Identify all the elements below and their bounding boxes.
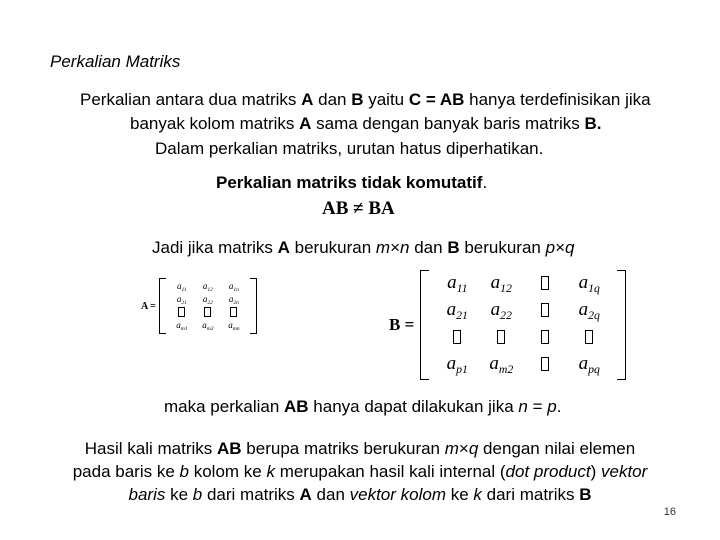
matrix-a-cell-letter: a (228, 293, 234, 304)
paragraph-sizes (152, 236, 574, 260)
matrix-b-cell (579, 353, 600, 377)
matrix-a-cell (229, 281, 239, 293)
matrix-a-cell-letter: a (176, 319, 181, 330)
para6_line3-run: ke (446, 485, 474, 504)
placeholder-box-icon (497, 330, 505, 344)
para3-run: Perkalian matriks tidak komutatif (216, 173, 483, 192)
para6_line3-run: k (473, 485, 482, 504)
matrix-b-cell-index: 2q (588, 309, 600, 323)
paragraph-non-commutative (216, 171, 487, 195)
matrix-a-cell-letter: a (177, 280, 182, 291)
para6_line1-run: berupa matriks berukuran (241, 439, 445, 458)
para1_line1-run: A (301, 90, 314, 109)
matrix-b-cell-index: 11 (456, 282, 468, 296)
matrix-a-cell (203, 281, 213, 293)
matrix-b-cell-letter: a (489, 353, 499, 375)
para6_line2-run: vektor (600, 462, 648, 481)
para1_line2-run: A (299, 114, 312, 133)
placeholder-box-icon (541, 303, 549, 317)
para6_line1-run: m (444, 439, 459, 458)
matrix-b-cell (491, 272, 512, 296)
para1_line1-run: dan (313, 90, 352, 109)
para6_line3-run: dari matriks (202, 485, 300, 504)
paragraph-definition-line1 (80, 88, 651, 112)
matrix-b (389, 270, 626, 380)
paragraph-result-line1 (0, 437, 720, 461)
para5-run: n (518, 397, 528, 416)
matrix-b-cell-index: 21 (456, 309, 468, 323)
matrix-a-cell-letter: a (202, 293, 208, 304)
para5-run: hanya dapat dilakukan jika (308, 397, 519, 416)
para1_line2-run: banyak kolom matriks (130, 114, 300, 133)
paragraph-definition-line2 (130, 112, 602, 136)
matrix-a-cell-index: 21 (181, 299, 187, 306)
matrix-a-cell (229, 294, 239, 306)
para5-run: p (547, 397, 557, 416)
para4-run: B (447, 238, 460, 257)
matrix-a-grid (169, 280, 247, 332)
matrix-b-grid (435, 271, 611, 379)
matrix-a-cell (203, 294, 213, 306)
para6_line1-run: q (468, 439, 479, 458)
para4-run: dan (409, 238, 448, 257)
para3-run: . (482, 173, 488, 192)
matrix-a-cell-index: 12 (207, 286, 213, 293)
para1_line1-run: C = AB (408, 90, 465, 109)
para5-run: = (527, 397, 548, 416)
matrix-a-cell-letter: a (202, 280, 208, 291)
inequality-formula: AB ≠ BA (322, 198, 395, 219)
para6_line2-run: merupakan hasil kali internal ( (274, 462, 506, 481)
matrix-b-cell (453, 328, 461, 350)
matrix-b-cell (447, 299, 468, 323)
matrix-a-cell (177, 281, 187, 293)
para5-run: maka perkalian (164, 397, 285, 416)
matrix-a-cell (178, 307, 185, 319)
matrix-a-cell-letter: a (228, 319, 233, 330)
matrix-a-cell-index: m1 (180, 325, 188, 332)
matrix-a-cell-index: 1n (233, 286, 239, 293)
matrix-a-cell-index: 11 (181, 286, 187, 293)
para6_line3-run: B (579, 485, 592, 504)
para4-run: berukuran (289, 238, 376, 257)
paragraph-order-note (155, 137, 543, 161)
placeholder-box-icon (541, 276, 549, 290)
matrix-b-cell (541, 301, 549, 323)
para6_line2-run: dot product (505, 462, 591, 481)
matrix-b-cell (447, 353, 468, 377)
para1_line2-run: sama dengan banyak baris matriks (311, 114, 585, 133)
matrix-b-cell (541, 355, 549, 377)
matrix-a-right-bracket (250, 278, 257, 334)
para4-run: q (565, 238, 575, 257)
matrix-b-cell (579, 299, 600, 323)
matrix-a-cell (230, 307, 237, 319)
matrix-b-cell-letter: a (578, 353, 589, 375)
matrix-a-left-bracket (159, 278, 166, 334)
matrix-a (141, 278, 257, 334)
matrix-b-cell-letter: a (446, 299, 457, 321)
para4-run: m (375, 238, 391, 257)
para6_line3-run: dari matriks (481, 485, 580, 504)
para6_line3-run: baris (128, 485, 166, 504)
matrix-b-cell-index: 12 (500, 282, 512, 296)
matrix-b-cell-index: pq (588, 363, 600, 377)
para6_line2-run: b (179, 462, 189, 481)
matrix-b-cell (579, 272, 600, 296)
para4-run: berukuran (459, 238, 546, 257)
matrix-a-cell-index: 22 (207, 299, 213, 306)
placeholder-box-icon (453, 330, 461, 344)
matrix-b-cell-letter: a (578, 299, 589, 321)
paragraph-result-line2 (0, 460, 720, 484)
matrix-a-cell (202, 320, 213, 332)
matrix-b-cell (447, 272, 467, 296)
matrix-a-cell (176, 320, 187, 332)
placeholder-box-icon (541, 330, 549, 344)
para6_line2-run: pada baris ke (72, 462, 180, 481)
paragraph-result-line3 (0, 483, 720, 507)
matrix-b-cell-index: p1 (456, 363, 468, 377)
matrix-a-cell (177, 294, 187, 306)
para6_line3-run: b (192, 485, 203, 504)
matrix-a-cell-index: 2n (233, 299, 239, 306)
matrix-a-cell (228, 320, 239, 332)
para6_line3-run: ke (165, 485, 193, 504)
matrix-b-left-bracket (420, 270, 429, 380)
para6_line2-run: ) (590, 462, 601, 481)
placeholder-box-icon (585, 330, 593, 344)
matrix-b-cell (585, 328, 593, 350)
matrix-a-cell (204, 307, 211, 319)
matrix-b-label: B = (389, 315, 415, 334)
para6_line1-run: Hasil kali matriks (84, 439, 218, 458)
para6_line2-run: k (266, 462, 275, 481)
para6_line1-run: × (458, 439, 469, 458)
matrix-a-cell-letter: a (202, 319, 207, 330)
para6_line3-run: A (299, 485, 312, 504)
para6_line1-run: dengan nilai elemen (478, 439, 636, 458)
matrix-b-cell-letter: a (490, 272, 501, 294)
para6_line1-run: AB (217, 439, 242, 458)
matrix-b-cell-index: 22 (500, 309, 512, 323)
para1_line1-run: B (351, 90, 364, 109)
matrix-b-right-bracket (617, 270, 626, 380)
paragraph-condition (164, 395, 561, 419)
page-number: 16 (663, 506, 676, 518)
matrix-b-cell (541, 328, 549, 350)
para6_line3-run: vektor kolom (349, 485, 446, 504)
placeholder-box-icon (204, 307, 211, 317)
para4-run: n (400, 238, 410, 257)
para1_line1-run: hanya terdefinisikan jika (464, 90, 651, 109)
matrix-b-cell-letter: a (490, 299, 501, 321)
matrix-b-cell-index: 1q (588, 282, 600, 296)
matrix-a-cell-index: m2 (206, 325, 214, 332)
matrix-b-cell-letter: a (578, 272, 589, 294)
para5-run: . (556, 397, 562, 416)
para4-run: × (390, 238, 401, 257)
para4-run: A (277, 238, 290, 257)
placeholder-box-icon (230, 307, 237, 317)
matrix-b-cell (491, 299, 512, 323)
para6_line3-run: dan (311, 485, 350, 504)
para1_line1-run: Perkalian antara dua matriks (80, 90, 302, 109)
matrix-b-cell (497, 328, 505, 350)
para4-run: Jadi jika matriks (152, 238, 278, 257)
slide-title: Perkalian Matriks (50, 52, 181, 71)
matrix-a-cell-index: mn (232, 325, 240, 332)
matrix-a-cell-letter: a (176, 293, 182, 304)
matrix-b-cell-index: m2 (498, 363, 514, 377)
para6_line2-run: kolom ke (188, 462, 267, 481)
para5-run: AB (284, 397, 309, 416)
matrix-b-cell-letter: a (446, 353, 457, 375)
matrix-b-cell (541, 274, 549, 296)
matrix-b-cell-letter: a (447, 272, 457, 294)
para4-run: p (545, 238, 556, 257)
placeholder-box-icon (541, 357, 549, 371)
matrix-a-cell-letter: a (228, 280, 234, 291)
para4-run: × (555, 238, 565, 257)
para1_line2-run: B. (584, 114, 602, 133)
para2-run: Dalam perkalian matriks, urutan hatus diperhatikan. (155, 139, 544, 158)
matrix-a-label: A = (141, 300, 156, 312)
matrix-b-cell (489, 353, 513, 377)
para1_line1-run: yaitu (363, 90, 409, 109)
placeholder-box-icon (178, 307, 185, 317)
